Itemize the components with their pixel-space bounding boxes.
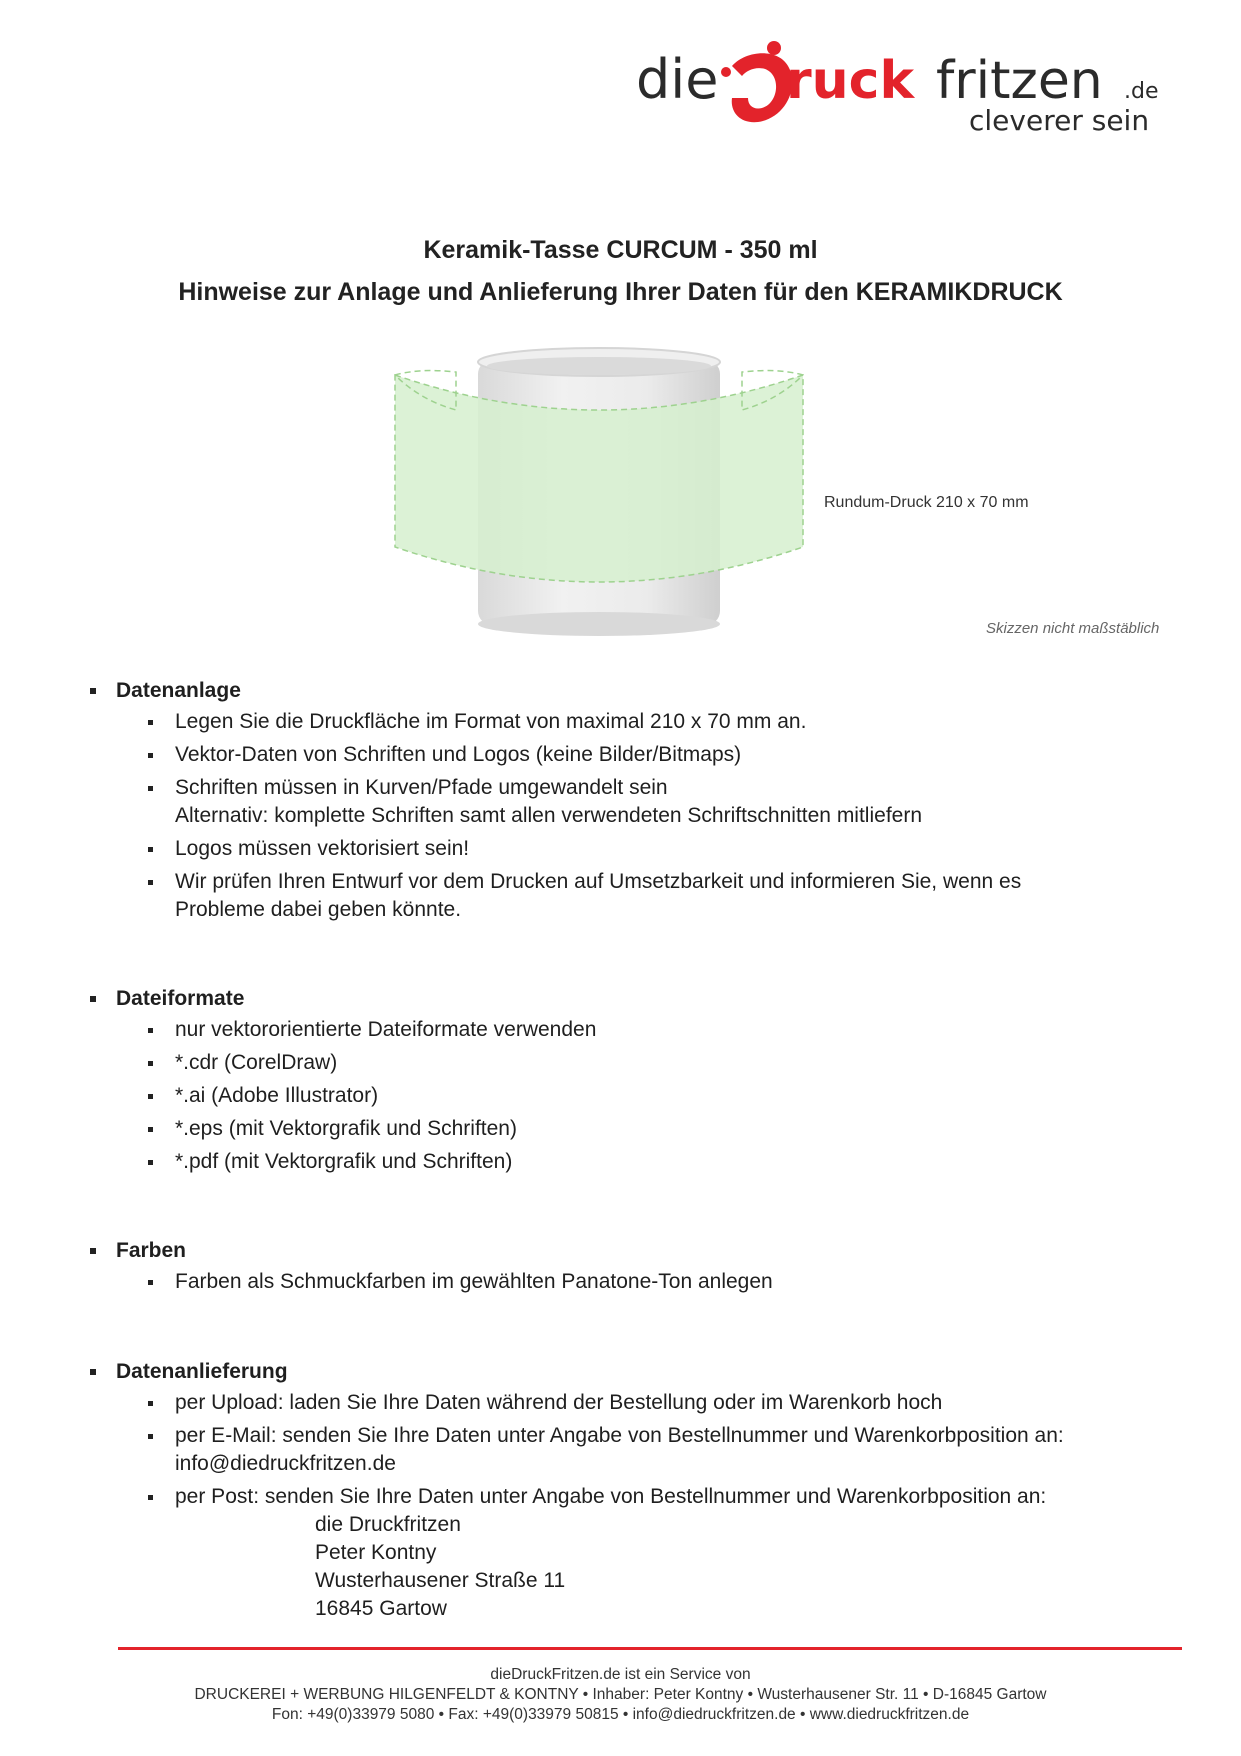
list-item: *.eps (mit Vektorgrafik und Schriften) [148,1115,1170,1143]
email-address: info@diedruckfritzen.de [175,1452,396,1475]
bullet-icon [148,847,153,852]
postal-address-line: Peter Kontny [315,1541,437,1564]
logo-fritzen-text: fritzen [936,51,1103,111]
bullet-list [90,708,1170,924]
list-item: Wir prüfen Ihren Entwurf vor dem Drucken auf Umsetzbarkeit und informieren Sie, wenn es Probleme dabei geben könnte. [148,868,1170,924]
bullet-icon [148,753,153,758]
section-farben [90,1236,1170,1301]
brand-logo [636,36,1196,146]
list-item: per E-Mail: senden Sie Ihre Daten unter Angabe von Bestellnummer und Warenkorbposition an: info@diedruckfritzen.de [148,1422,1170,1478]
mug-illustration [380,340,820,660]
list-item: Vektor-Daten von Schriften und Logos (keine Bilder/Bitmaps) [148,741,1170,769]
bullet-icon [148,1434,153,1439]
section-datenanlage [90,676,1170,929]
section-dateiformate [90,984,1170,1181]
section-datenanlieferung [90,1357,1170,1628]
list-item: *.pdf (mit Vektorgrafik und Schriften) [148,1148,1170,1176]
bullet-icon [148,1061,153,1066]
bullet-list [90,1016,1170,1176]
list-item: Legen Sie die Druckfläche im Format von maximal 210 x 70 mm an. [148,708,1170,736]
page-title: Keramik-Tasse CURCUM - 350 ml [423,236,818,264]
bullet-list [90,1268,1170,1296]
postal-address-line: die Druckfritzen [315,1513,461,1536]
bullet-icon [148,1028,153,1033]
bullet-icon [148,880,153,885]
page-subtitle: Hinweise zur Anlage und Anlieferung Ihrer Daten für den KERAMIKDRUCK [178,278,1063,306]
logo-d-mark-icon [721,41,792,122]
logo-druck-text: ruck [786,51,915,111]
list-item: *.ai (Adobe Illustrator) [148,1082,1170,1110]
logo-die-text: die [636,48,719,111]
logo-tagline: cleverer sein [969,104,1150,137]
list-item: *.cdr (CorelDraw) [148,1049,1170,1077]
section-heading: Datenanlieferung [90,1357,1170,1387]
section-heading: Dateiformate [90,984,1170,1014]
footer-company-line: DRUCKEREI + WERBUNG HILGENFELDT & KONTNY • Inhaber: Peter Kontny • Wusterhausener Str. 11 • D-16845 Gartow [194,1686,1047,1703]
bullet-icon [148,1160,153,1165]
bullet-icon [148,786,153,791]
bullet-icon [148,1127,153,1132]
bullet-list [90,1389,1170,1623]
list-item: Logos müssen vektorisiert sein! [148,835,1170,863]
list-item: per Post: senden Sie Ihre Daten unter Angabe von Bestellnummer und Warenkorbposition an: die Druckfritzen Peter Kontny Wusterhausener Straße 11 16845 Gartow [148,1483,1170,1623]
bullet-icon [148,720,153,725]
bullet-icon [148,1094,153,1099]
list-item: Farben als Schmuckfarben im gewählten Panatone-Ton anlegen [148,1268,1170,1296]
footer-divider [118,1647,1182,1650]
bullet-square-icon [90,1369,96,1375]
list-item: per Upload: laden Sie Ihre Daten während der Bestellung oder im Warenkorb hoch [148,1389,1170,1417]
postal-address-line: Wusterhausener Straße 11 [315,1569,566,1592]
section-heading: Datenanlage [90,676,1170,706]
postal-address-line: 16845 Gartow [315,1597,447,1620]
section-heading: Farben [90,1236,1170,1266]
footer-contact-line: Fon: +49(0)33979 5080 • Fax: +49(0)33979 50815 • info@diedruckfritzen.de • www.diedruckfritzen.de [271,1706,970,1723]
bullet-square-icon [90,1248,96,1254]
list-item: nur vektororientierte Dateiformate verwenden [148,1016,1170,1044]
bullet-icon [148,1401,153,1406]
list-item: Schriften müssen in Kurven/Pfade umgewandelt sein Alternativ: komplette Schriften samt allen verwendeten Schriftschnitten mitliefern [148,774,1170,830]
print-size-label: Rundum-Druck 210 x 70 mm [824,494,1029,511]
bullet-square-icon [90,996,96,1002]
bullet-icon [148,1280,153,1285]
footer-service-line: dieDruckFritzen.de ist ein Service von [490,1666,751,1683]
scale-note: Skizzen nicht maßstäblich [986,620,1160,637]
bullet-square-icon [90,688,96,694]
logo-tld-text: .de [1124,79,1159,104]
bullet-icon [148,1495,153,1500]
